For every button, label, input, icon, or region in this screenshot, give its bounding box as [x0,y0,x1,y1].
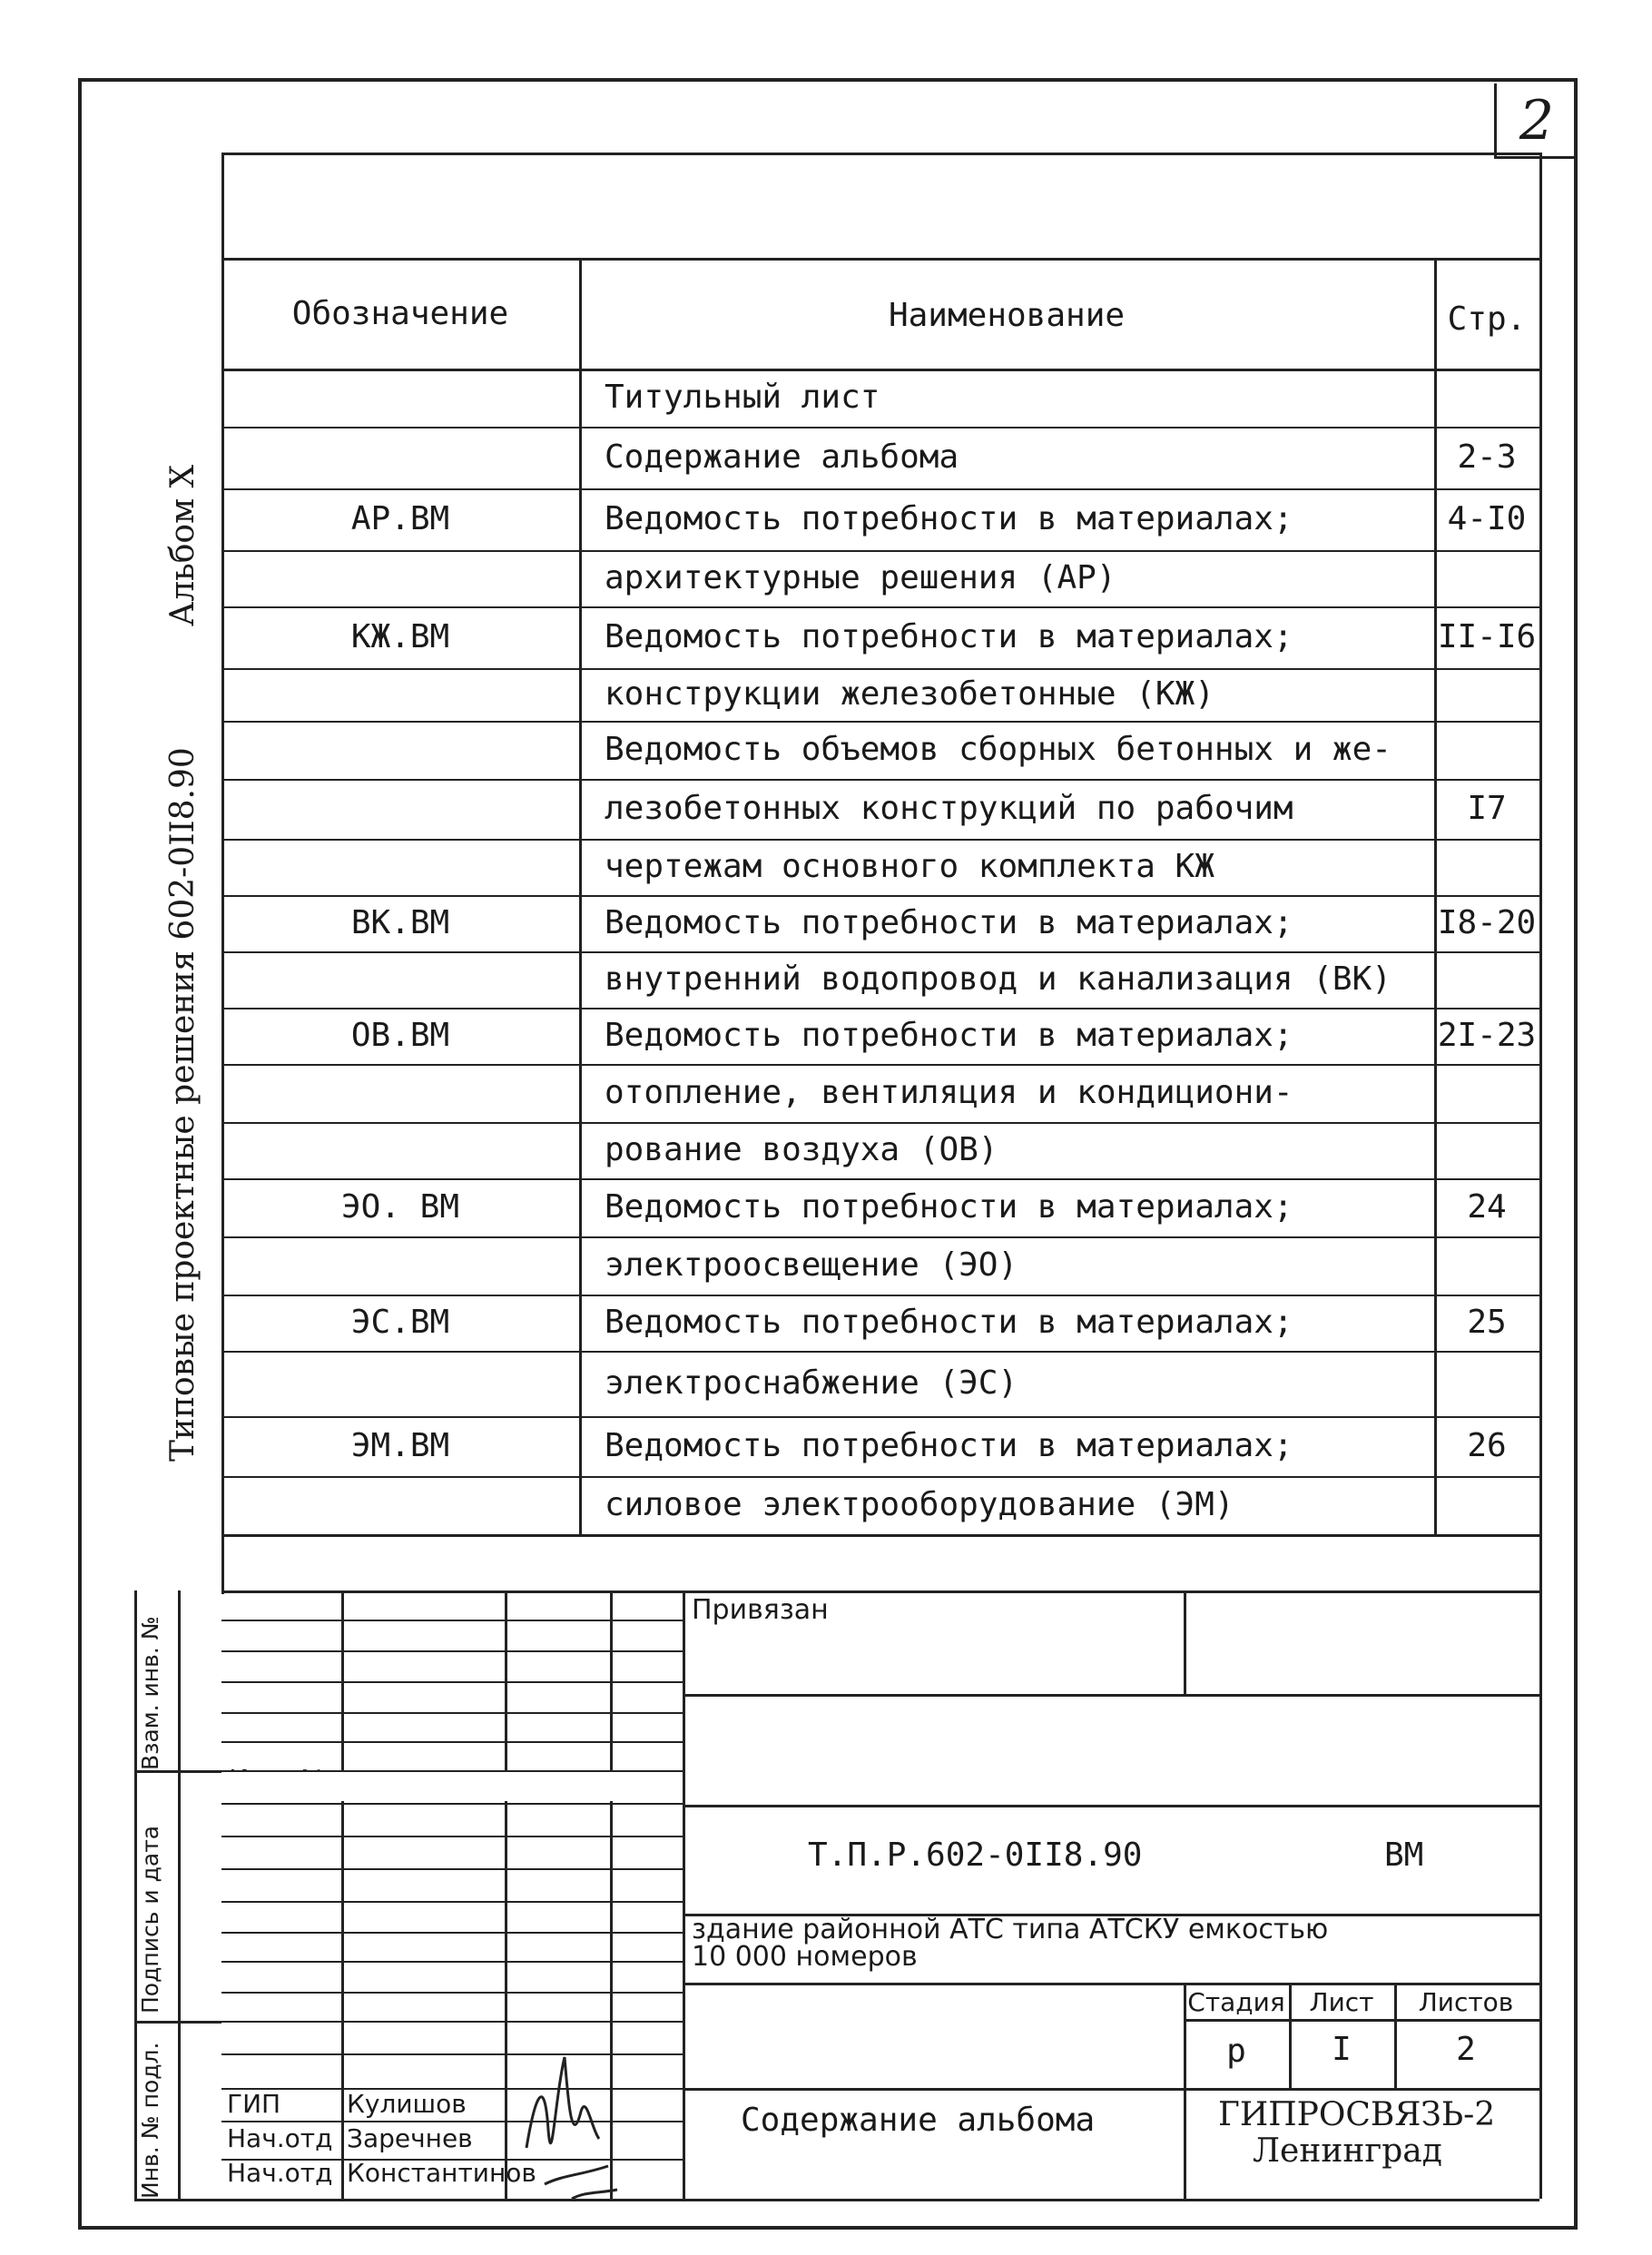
row-page: 25 [1467,1304,1507,1341]
row-line [221,1122,1539,1124]
document-code: Т.П.Р.602-0II8.90 [808,1836,1143,1874]
row-line [221,779,1539,781]
grid-row-line [221,1836,683,1837]
stamp-bottom-right [683,2199,1539,2201]
stage-value: р [1226,2033,1246,2070]
row-line [221,606,1539,608]
row-name: силовое электрооборудование (ЭМ) [605,1486,1234,1523]
grid-row-line [221,2021,683,2023]
grid-row-line [221,1992,683,1994]
right-sep-3 [683,1914,1539,1916]
label-sep-1 [134,1770,221,1773]
document-type: ВМ [1384,1836,1424,1874]
right-sep-4 [683,1983,1539,1985]
grid-row-line [221,1650,683,1652]
row-line [221,550,1539,552]
grid-row-line [221,1932,683,1934]
sheet-number-box-left [1494,84,1497,158]
privyazan-label: Привязан [692,1594,829,1626]
grid-row-line [221,1681,683,1683]
signer-role: Нач.отд [227,2158,333,2188]
table-right-border [1539,153,1542,1594]
label-sep-2 [134,2021,221,2024]
building-name-line2: 10 000 номеров [692,1941,918,1973]
row-name: Титульный лист [605,379,880,416]
row-name: конструкции железобетонные (КЖ) [605,675,1214,713]
grid-row-line [221,2088,683,2090]
row-designation: ЭС.ВМ [350,1304,450,1341]
stamp-label-divider [178,1590,181,2199]
row-page: 4-I0 [1447,500,1527,537]
row-line [221,721,1539,723]
row-name: рование воздуха (ОВ) [605,1131,998,1168]
header-name: Наименование [888,297,1126,334]
row-line [221,668,1539,670]
row-line [221,427,1539,428]
grid-row-line [221,1741,683,1743]
grid-row-line [221,1961,683,1963]
signer-name: Кулишов [347,2089,467,2119]
row-page: I7 [1467,790,1507,827]
stage-col-left [1184,1983,1186,2199]
sheet-title: Содержание альбома [741,2102,1096,2139]
row-line [221,1064,1539,1066]
row-line [221,1178,1539,1180]
grid-row-line [221,2053,683,2055]
sheet-header: Лист [1309,1987,1374,2017]
grid-col-main [683,1590,685,2199]
row-page: I8-20 [1437,904,1537,941]
row-name: Содержание альбома [605,438,959,476]
stage-header-line [1184,2019,1539,2022]
row-line [221,1416,1539,1418]
row-name: лезобетонных конструкций по рабочим [605,790,1293,827]
grid-row-line [221,1712,683,1714]
row-name: Ведомость потребности в материалах; [605,1304,1293,1341]
row-page: 24 [1467,1188,1507,1226]
row-line [221,951,1539,953]
stamp-left-border [134,1590,137,2199]
row-name: Ведомость потребности в материалах; [605,1188,1293,1226]
header-top-line [221,258,1539,261]
row-name: внутренний водопровод и канализация (ВК) [605,960,1391,998]
inv-podl-label: Инв. № подл. [137,2042,163,2199]
row-line [221,1476,1539,1478]
organization-city: Ленинград [1253,2132,1442,2170]
organization-name: ГИПРОСВЯЗЬ-2 [1218,2096,1496,2133]
table-bottom-line [221,1534,1539,1537]
row-line [221,1008,1539,1009]
row-page: II-I6 [1437,618,1537,655]
row-line [221,895,1539,897]
sheets-value: 2 [1456,2031,1476,2068]
row-line [221,488,1539,490]
row-line [221,1295,1539,1296]
album-label: Альбом X [164,464,202,626]
row-name: электроснабжение (ЭС) [605,1364,1018,1402]
row-designation: АР.ВМ [350,500,450,537]
header-bottom-line [221,369,1539,371]
stamp-right-border [1539,1590,1542,2199]
row-name: Ведомость потребности в материалах; [605,500,1293,537]
row-name: отопление, вентиляция и кондициони- [605,1074,1293,1111]
row-line [221,839,1539,841]
sheets-col-left [1394,1983,1397,2088]
row-name: Ведомость потребности в материалах; [605,618,1293,655]
stamp-bottom-line [134,2199,683,2201]
signer-name: Заречнев [347,2123,473,2153]
row-name: Ведомость объемов сборных бетонных и же- [605,731,1391,768]
sheet-number: 2 [1519,89,1555,153]
vzam-inv-label: Взам. инв. № [137,1616,163,1770]
row-designation: ЭО. ВМ [340,1188,460,1226]
row-designation: КЖ.ВМ [350,618,450,655]
grid-row-line [221,2121,683,2122]
stage-header: Стадия [1187,1987,1285,2017]
inv-row-mask [224,1772,680,1801]
row-designation: ЭМ.ВМ [350,1427,450,1464]
grid-row-line [221,1620,683,1621]
podpis-label: Подпись и дата [137,1825,163,2014]
header-designation: Обозначение [291,295,509,332]
row-name: Ведомость потребности в материалах; [605,1017,1293,1054]
row-name: чертежам основного комплекта КЖ [605,848,1214,885]
row-name: Ведомость потребности в материалах; [605,904,1293,941]
row-page: 2I-23 [1437,1017,1537,1054]
signer-role: Нач.отд [227,2123,333,2153]
title-block-top-line [221,1590,1539,1593]
header-page: Стр. [1447,300,1527,338]
grid-row-line [221,1868,683,1870]
grid-row-line [221,2159,683,2161]
row-designation: ОВ.ВМ [350,1017,450,1054]
table-top-border [221,153,1539,155]
series-label: Типовые проектные решения 602-0II8.90 [164,747,202,1462]
signer-name: Константинов [347,2158,536,2188]
row-page: 26 [1467,1427,1507,1464]
signer-role: ГИП [227,2089,281,2119]
row-page: 2-3 [1457,438,1517,476]
row-name: архитектурные решения (АР) [605,559,1116,596]
privyazan-divider [1184,1590,1186,1694]
right-sep-5 [683,2088,1539,2091]
row-name: электроосвещение (ЭО) [605,1246,1018,1284]
row-designation: ВК.ВМ [350,904,450,941]
building-name-line1: здание районной АТС типа АТСКУ емкостью [692,1914,1329,1945]
grid-row-line [221,1803,683,1805]
row-line [221,1236,1539,1238]
right-sep-2 [683,1805,1539,1807]
sheets-header: Листов [1418,1987,1514,2017]
sheet-value: I [1332,2031,1352,2068]
grid-row-line [221,1901,683,1903]
row-name: Ведомость потребности в материалах; [605,1427,1293,1464]
row-line [221,1351,1539,1353]
right-sep-1 [683,1694,1539,1697]
sheet-col-left [1289,1983,1292,2088]
